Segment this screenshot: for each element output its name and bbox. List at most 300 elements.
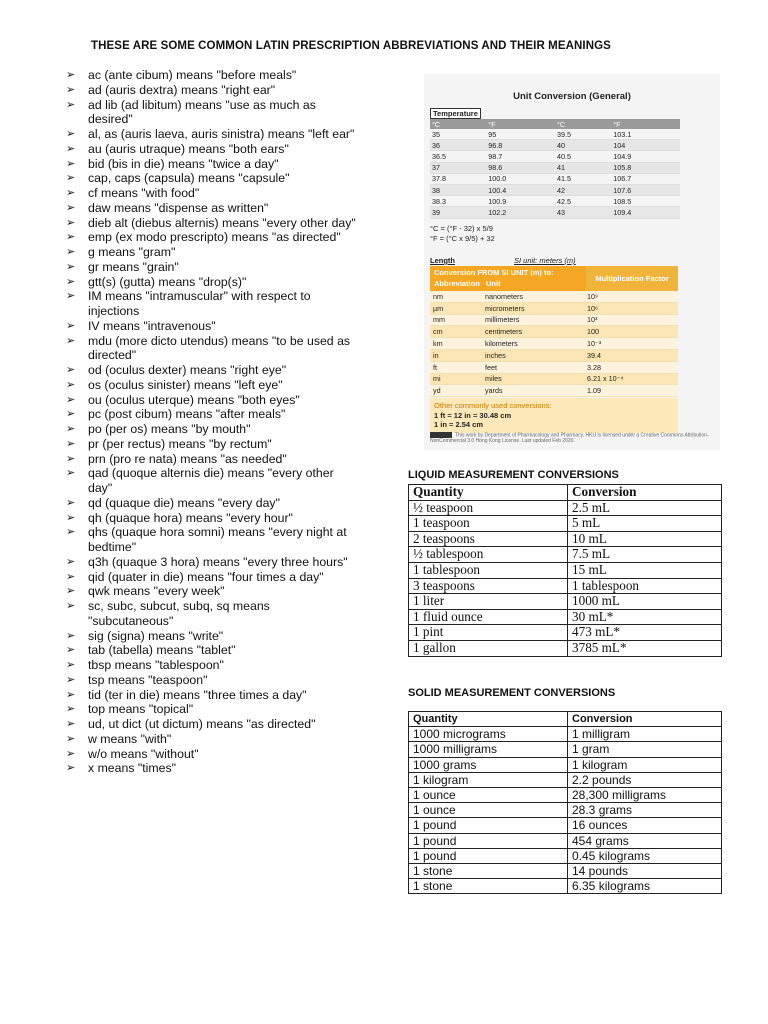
list-item-text: tsp means "teaspoon" (88, 672, 208, 687)
table-row (430, 173, 680, 184)
table-cell: 1 pound (409, 818, 568, 833)
table-cell: ½ teaspoon (409, 500, 568, 516)
list-item-text: ad lib (ad libitum) means "use as much as desired" (88, 97, 316, 127)
list-item (66, 127, 356, 142)
list-item (66, 83, 356, 98)
table-row (430, 338, 678, 350)
list-item-text: IV means "intravenous" (88, 318, 216, 333)
table-cell: 39.5 (555, 129, 611, 140)
table-cell: 36.5 (430, 151, 486, 162)
table-cell: 0.45 kilograms (568, 848, 722, 863)
list-item (66, 599, 356, 629)
list-item-text: dieb alt (diebus alternis) means "every other day" (88, 215, 356, 230)
list-item-text: x means "times" (88, 761, 176, 776)
list-item-text: qid (quater in die) means "four times a day" (88, 569, 324, 584)
table-cell: nanometers (482, 291, 584, 302)
list-item (66, 363, 356, 378)
bullet-icon: ➢ (66, 747, 76, 760)
list-item (66, 216, 356, 231)
list-item-text: ud, ut dict (ut dictum) means "as directed" (88, 717, 316, 731)
table-cell: 2.5 mL (568, 500, 722, 516)
bullet-icon: ➢ (66, 467, 76, 480)
table-row (409, 757, 722, 772)
list-item (66, 422, 356, 437)
table-cell: 1 tablespoon (568, 578, 722, 594)
list-item (66, 658, 356, 673)
table-cell: 106.7 (611, 173, 680, 184)
list-item-text: cf means "with food" (88, 186, 200, 200)
table-row (430, 196, 680, 207)
table-cell: 1 liter (409, 594, 568, 610)
bullet-icon: ➢ (66, 201, 76, 214)
list-item-text: top means "topical" (88, 702, 194, 717)
bullet-icon: ➢ (66, 688, 76, 701)
list-item (66, 525, 356, 555)
bullet-icon: ➢ (66, 69, 76, 81)
length-header-factor: Multiplication Factor (586, 266, 678, 291)
list-item-text: q3h (quaque 3 hora) means "every three hours" (88, 554, 348, 569)
bullet-icon: ➢ (66, 290, 76, 303)
table-cell: 1 stone (409, 879, 568, 894)
bullet-icon: ➢ (66, 644, 76, 657)
table-cell: 38 (430, 184, 486, 195)
table-cell: 41.5 (555, 173, 611, 184)
table-cell: 16 ounces (568, 818, 722, 833)
bullet-icon: ➢ (66, 142, 76, 155)
temperature-header-cell: °F (486, 119, 555, 129)
table-cell: 104 (611, 140, 680, 151)
table-row (409, 879, 722, 894)
table-cell: 100.4 (486, 184, 555, 195)
table-cell: 1 milligram (568, 727, 722, 742)
bullet-icon: ➢ (66, 673, 76, 686)
list-item (66, 555, 356, 570)
list-item-text: pr (per rectus) means "by rectum" (88, 436, 272, 451)
table-cell: 473 mL* (568, 625, 722, 641)
list-item (66, 171, 356, 186)
table-row (409, 578, 722, 594)
length-rows (430, 291, 678, 397)
table-cell: cm (430, 326, 482, 338)
table-row (409, 772, 722, 787)
table-row (409, 742, 722, 757)
table-cell: 1 ounce (409, 788, 568, 803)
table-cell: centimeters (482, 326, 584, 338)
table-cell: 103.1 (611, 129, 680, 140)
length-header-unit: Unit (486, 279, 501, 288)
formula-fahrenheit: °F = (°C x 9/5) + 32 (430, 234, 495, 243)
table-cell: 1 gram (568, 742, 722, 757)
list-item-text: IM means "intramuscular" with respect to injections (88, 289, 311, 318)
table-cell: 42 (555, 184, 611, 195)
table-cell: 10³ (584, 314, 678, 326)
column-header: Quantity (409, 485, 568, 501)
list-item (66, 68, 356, 83)
bullet-icon: ➢ (66, 762, 76, 775)
list-item (66, 142, 356, 157)
list-item (66, 334, 356, 364)
bullet-icon: ➢ (66, 334, 76, 347)
table-cell: 2.2 pounds (568, 772, 722, 787)
table-cell: 1.09 (584, 385, 678, 397)
table-row (409, 500, 722, 516)
other-conversion-in: 1 in = 2.54 cm (434, 420, 483, 430)
table-cell: 30 mL* (568, 609, 722, 625)
table-cell: 41 (555, 162, 611, 173)
table-cell: 37.8 (430, 173, 486, 184)
unit-conversion-title: Unit Conversion (General) (513, 91, 631, 102)
table-cell: millimeters (482, 314, 584, 326)
list-item-text: tbsp means "tablespoon" (88, 658, 224, 672)
bullet-icon: ➢ (66, 585, 76, 598)
table-row (430, 151, 680, 162)
table-cell: 1 kilogram (568, 757, 722, 772)
table-cell: 100.0 (486, 173, 555, 184)
table-cell: 454 grams (568, 833, 722, 848)
bullet-icon: ➢ (66, 378, 76, 391)
list-item (66, 511, 356, 526)
other-conversions (430, 398, 678, 433)
table-cell: 104.9 (611, 151, 680, 162)
list-item-text: ad (auris dextra) means "right ear" (88, 82, 276, 97)
list-item-text: g means "gram" (88, 245, 176, 259)
list-item (66, 761, 356, 776)
table-row (430, 314, 678, 326)
bullet-icon: ➢ (66, 246, 76, 258)
list-item (66, 186, 356, 201)
bullet-icon: ➢ (66, 98, 76, 111)
list-item-text: cap, caps (capsula) means "capsule" (88, 171, 290, 186)
bullet-icon: ➢ (66, 260, 76, 273)
table-cell: 40 (555, 140, 611, 151)
table-cell: 1 fluid ounce (409, 609, 568, 625)
list-item (66, 98, 356, 128)
bullet-icon: ➢ (66, 423, 76, 435)
bullet-icon: ➢ (66, 659, 76, 671)
list-item (66, 584, 356, 599)
list-item-text: bid (bis in die) means "twice a day" (88, 156, 279, 171)
bullet-icon: ➢ (66, 718, 76, 730)
table-cell: ft (430, 361, 482, 373)
bullet-icon: ➢ (66, 629, 76, 642)
other-conversion-ft: 1 ft = 12 in = 30.48 cm (434, 410, 512, 420)
bullet-icon: ➢ (66, 128, 76, 140)
table-cell: 28.3 grams (568, 803, 722, 818)
list-item (66, 245, 356, 260)
table-cell: 1 tablespoon (409, 562, 568, 578)
bullet-icon: ➢ (66, 216, 76, 229)
list-item-text: sc, subc, subcut, subq, sq means "subcutaneous" (88, 599, 270, 628)
table-row (409, 594, 722, 610)
bullet-icon: ➢ (66, 452, 76, 465)
table-row (430, 385, 678, 397)
list-item-text: ac (ante cibum) means "before meals" (88, 68, 297, 82)
table-cell: 1000 milligrams (409, 742, 568, 757)
bullet-icon: ➢ (66, 172, 76, 185)
list-item (66, 702, 356, 717)
list-item (66, 201, 356, 216)
list-item-text: qwk means "every week" (88, 584, 225, 599)
table-row (409, 609, 722, 625)
list-item-text: qd (quaque die) means "every day" (88, 495, 280, 510)
table-row (409, 788, 722, 803)
table-cell: 10⁶ (584, 302, 678, 314)
temperature-label: Temperature (430, 108, 481, 119)
list-item-text: pc (post cibum) means "after meals" (88, 407, 286, 422)
abbreviation-list (66, 68, 356, 776)
table-cell: 36 (430, 140, 486, 151)
table-cell: inches (482, 349, 584, 361)
list-item (66, 466, 356, 496)
table-cell: 96.8 (486, 140, 555, 151)
unit-conversion-image (424, 74, 720, 450)
list-item (66, 230, 356, 245)
table-cell: 5 mL (568, 516, 722, 532)
list-item-text: os (oculus sinister) means "left eye" (88, 377, 283, 392)
formula-celsius: °C = (°F - 32) x 5/9 (430, 224, 493, 233)
table-cell: 28,300 milligrams (568, 788, 722, 803)
temperature-header-cell: °C (555, 119, 611, 129)
liquid-section-title: LIQUID MEASUREMENT CONVERSIONS (408, 469, 619, 481)
table-row (409, 640, 722, 656)
length-header-title: Conversion FROM SI UNIT (m) to: (434, 268, 554, 277)
table-cell: 10⁹ (584, 291, 678, 302)
license-note (430, 432, 716, 444)
table-cell: 98.7 (486, 151, 555, 162)
bullet-icon: ➢ (66, 275, 76, 288)
list-item-text: gr means "grain" (88, 259, 179, 274)
table-cell: 1 pint (409, 625, 568, 641)
table-cell: 109.4 (611, 207, 680, 218)
table-cell: 1 gallon (409, 640, 568, 656)
column-header: Conversion (568, 712, 722, 727)
list-item-text: mdu (more dicto utendus) means "to be used as directed" (88, 333, 351, 363)
table-cell: 1 kilogram (409, 772, 568, 787)
table-cell: yards (482, 385, 584, 397)
table-cell: yd (430, 385, 482, 397)
table-row (430, 349, 678, 361)
table-cell: 102.2 (486, 207, 555, 218)
table-row (430, 326, 678, 338)
list-item-text: w means "with" (88, 731, 172, 746)
table-cell: 6.21 x 10⁻⁴ (584, 373, 678, 385)
table-cell: 10 mL (568, 531, 722, 547)
list-item-text: daw means "dispense as written" (88, 200, 269, 215)
table-row (409, 531, 722, 547)
bullet-icon: ➢ (66, 364, 76, 376)
list-item (66, 747, 356, 762)
table-cell: 6.35 kilograms (568, 879, 722, 894)
table-cell: 1 pound (409, 833, 568, 848)
table-row (409, 516, 722, 532)
table-cell: 107.6 (611, 184, 680, 195)
table-cell: micrometers (482, 302, 584, 314)
table-header-row (409, 485, 722, 501)
bullet-icon: ➢ (66, 496, 76, 509)
table-cell: 3.28 (584, 361, 678, 373)
table-header-row (409, 712, 722, 727)
list-item (66, 496, 356, 511)
list-item (66, 393, 356, 408)
list-item-text: tid (ter in die) means "three times a day" (88, 687, 307, 702)
table-cell: 1 ounce (409, 803, 568, 818)
table-cell: 100.9 (486, 196, 555, 207)
solid-section-title: SOLID MEASUREMENT CONVERSIONS (408, 687, 616, 699)
list-item (66, 260, 356, 275)
license-text: This work by Department of Pharmacology and Pharmacy, HKU is licensed under a Creative Commons Attribution-NonCommercial 3.0 Hong Kong License. Last updated Feb 2020. (430, 432, 709, 445)
list-item (66, 673, 356, 688)
list-item-text: qhs (quaque hora somni) means "every night at bedtime" (88, 525, 347, 554)
table-cell: nm (430, 291, 482, 302)
table-cell: mm (430, 314, 482, 326)
table-row (430, 129, 680, 140)
table-cell: 108.5 (611, 196, 680, 207)
list-item-text: emp (ex modo prescripto) means "as directed" (88, 230, 341, 245)
list-item-text: qh (quaque hora) means "every hour" (88, 510, 293, 525)
table-row (409, 818, 722, 833)
bullet-icon: ➢ (66, 408, 76, 421)
liquid-conversion-table (408, 484, 722, 657)
column-header: Quantity (409, 712, 568, 727)
table-cell: 39 (430, 207, 486, 218)
list-item-text: prn (pro re nata) means "as needed" (88, 451, 287, 466)
column-header: Conversion (568, 485, 722, 501)
list-item (66, 688, 356, 703)
list-item-text: tab (tabella) means "tablet" (88, 643, 236, 658)
table-row (409, 727, 722, 742)
solid-conversion-table (408, 711, 722, 894)
table-row (430, 140, 680, 151)
list-item (66, 437, 356, 452)
bullet-icon: ➢ (66, 319, 76, 332)
list-item-text: w/o means "without" (88, 746, 199, 761)
table-cell: 43 (555, 207, 611, 218)
table-cell: 3785 mL* (568, 640, 722, 656)
other-conversions-title: Other commonly used conversions: (434, 401, 552, 411)
table-row (409, 562, 722, 578)
list-item-text: gtt(s) (gutta) means "drop(s)" (88, 274, 247, 289)
table-cell: ½ tablespoon (409, 547, 568, 563)
list-item (66, 319, 356, 334)
table-cell: 100 (584, 326, 678, 338)
table-cell: 37 (430, 162, 486, 173)
table-cell: 15 mL (568, 562, 722, 578)
bullet-icon: ➢ (66, 555, 76, 568)
table-cell: 1000 micrograms (409, 727, 568, 742)
list-item (66, 732, 356, 747)
list-item (66, 629, 356, 644)
temperature-table (430, 119, 680, 219)
bullet-icon: ➢ (66, 83, 76, 96)
table-cell: feet (482, 361, 584, 373)
table-cell: 35 (430, 129, 486, 140)
table-row (430, 302, 678, 314)
list-item-text: au (auris utraque) means "both ears" (88, 141, 289, 156)
table-row (430, 373, 678, 385)
table-row (430, 361, 678, 373)
table-cell: 95 (486, 129, 555, 140)
table-cell: 7.5 mL (568, 547, 722, 563)
list-item-text: od (oculus dexter) means "right eye" (88, 363, 287, 377)
table-cell: miles (482, 373, 584, 385)
list-item (66, 717, 356, 732)
bullet-icon: ➢ (66, 187, 76, 199)
table-cell: km (430, 338, 482, 350)
si-unit-label: SI unit: meters (m) (514, 256, 576, 265)
table-cell: 14 pounds (568, 864, 722, 879)
table-row (409, 625, 722, 641)
table-cell: 105.8 (611, 162, 680, 173)
table-cell: 38.3 (430, 196, 486, 207)
bullet-icon: ➢ (66, 511, 76, 524)
table-cell: 1 teaspoon (409, 516, 568, 532)
bullet-icon: ➢ (66, 526, 76, 539)
temperature-formulas (430, 224, 495, 244)
bullet-icon: ➢ (66, 231, 76, 244)
list-item-text: qad (quoque alternis die) means "every other day" (88, 466, 334, 495)
temperature-header-cell: °C (430, 119, 486, 129)
table-cell: mi (430, 373, 482, 385)
table-row (430, 207, 680, 218)
bullet-icon: ➢ (66, 732, 76, 745)
table-cell: 1 stone (409, 864, 568, 879)
table-row (409, 803, 722, 818)
table-row (430, 184, 680, 195)
table-cell: in (430, 349, 482, 361)
table-row (430, 291, 678, 302)
length-table-header (430, 266, 678, 291)
list-item (66, 289, 356, 319)
bullet-icon: ➢ (66, 703, 76, 716)
table-cell: 2 teaspoons (409, 531, 568, 547)
list-item-text: ou (oculus uterque) means "both eyes" (88, 392, 300, 407)
table-row (409, 547, 722, 563)
table-cell: kilometers (482, 338, 584, 350)
table-row (409, 848, 722, 863)
table-cell: 3 teaspoons (409, 578, 568, 594)
list-item-text: al, as (auris laeva, auris sinistra) means "left ear" (88, 127, 355, 141)
length-header-abbreviation: Abbreviation (434, 279, 480, 288)
table-cell: 10⁻³ (584, 338, 678, 350)
table-row (430, 162, 680, 173)
cc-license-icon (430, 432, 452, 438)
table-cell: 39.4 (584, 349, 678, 361)
bullet-icon: ➢ (66, 393, 76, 406)
table-cell: 40.5 (555, 151, 611, 162)
table-cell: 42.5 (555, 196, 611, 207)
table-row (409, 864, 722, 879)
table-cell: µm (430, 302, 482, 314)
bullet-icon: ➢ (66, 437, 76, 450)
list-item (66, 157, 356, 172)
table-cell: 1000 mL (568, 594, 722, 610)
page-title: THESE ARE SOME COMMON LATIN PRESCRIPTION ABBREVIATIONS AND THEIR MEANINGS (91, 40, 611, 52)
table-row (409, 833, 722, 848)
list-item (66, 407, 356, 422)
list-item (66, 570, 356, 585)
temperature-header-cell: °F (611, 119, 680, 129)
list-item (66, 643, 356, 658)
bullet-icon: ➢ (66, 600, 76, 612)
bullet-icon: ➢ (66, 157, 76, 170)
table-cell: 1000 grams (409, 757, 568, 772)
list-item-text: po (per os) means "by mouth" (88, 422, 251, 436)
length-label: Length (430, 256, 455, 265)
list-item (66, 275, 356, 290)
list-item-text: sig (signa) means "write" (88, 628, 224, 643)
list-item (66, 452, 356, 467)
length-table (430, 266, 678, 433)
